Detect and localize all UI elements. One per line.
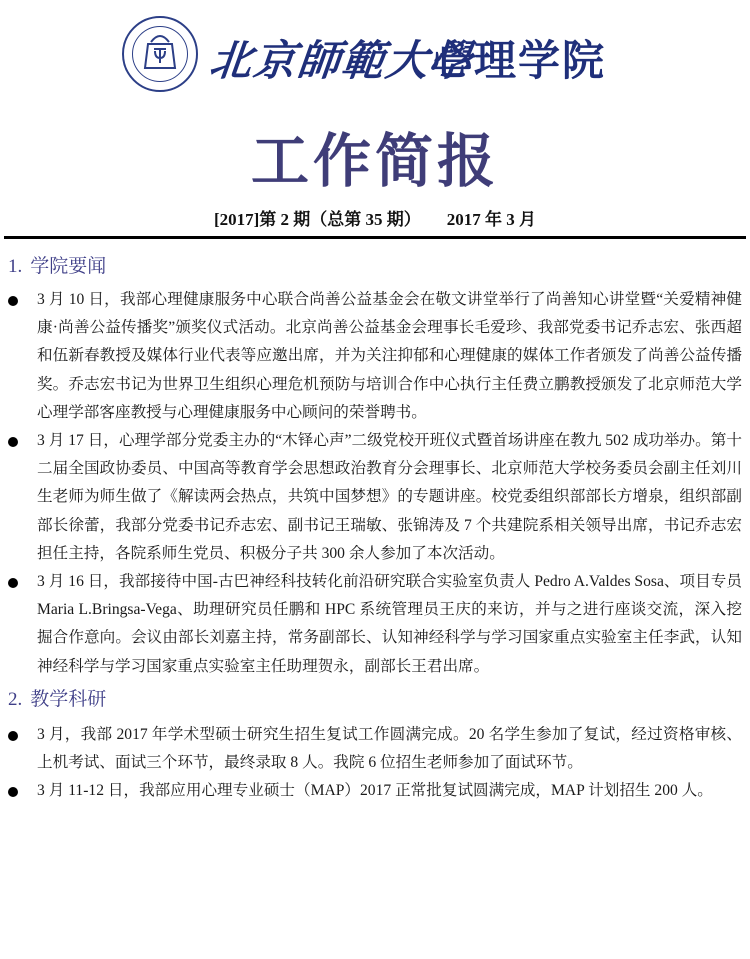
masthead: [0, 0, 750, 110]
document-body: [0, 250, 750, 805]
news-item-text: 3 月 11-12 日，我部应用心理专业硕士（MAP）2017 正常批复试圆满完成，MAP 计划招生 200 人。: [37, 782, 713, 800]
school-name: 心理学院: [430, 36, 607, 85]
psi-bag-icon: [124, 18, 196, 90]
university-name: 北京師範大學: [207, 36, 477, 85]
bullet-icon: [8, 731, 18, 741]
bullet-icon: [8, 578, 18, 588]
news-item-text: 3 月，我部 2017 年学术型硕士研究生招生复试工作圆满完成。20 名学生参加了复试，经过资格审核、上机考试、面试三个环节，最终录取 8 人。我院 6 位招生老师参加了面试环节。: [37, 725, 742, 772]
issue-line: [0, 205, 750, 230]
section-heading-news: [8, 250, 750, 282]
section-title: 教学科研: [30, 687, 107, 710]
bullet-icon: [8, 437, 18, 447]
bullet-icon: [8, 296, 18, 306]
news-item: [0, 721, 750, 777]
news-item-text: 3 月 17 日，心理学部分党委主办的“木铎心声”二级党校开班仪式暨首场讲座在教九 502 成功举办。第十二届全国政协委员、中国高等教育学会思想政治教育分会理事长、北京师范大学校务委员会副主任刘川生老师为师生做了《解读两会热点，共筑中国梦想》的专题讲座。校党委组织部部长方增泉，组织部副部长徐蕾，我部分党委书记乔志宏、副书记王瑞敏、张锦涛及 7 个共建院系相关领导出席，书记乔志宏担任主持，各院系师生党员、积极分子共 300 余人参加了本次活动。: [37, 432, 742, 562]
page-title: 工作简报: [250, 127, 499, 195]
section-heading-teaching-research: [8, 683, 750, 715]
bullet-icon: [8, 787, 18, 797]
section-number: 2.: [8, 688, 23, 710]
header-divider: [4, 236, 746, 239]
news-item: [0, 777, 750, 805]
section-title: 学院要闻: [30, 255, 107, 277]
issue-number: [2017]第 2 期（总第 35 期）: [213, 210, 421, 229]
section-number: 1.: [8, 256, 23, 277]
news-item-text: 3 月 10 日，我部心理健康服务中心联合尚善公益基金会在敬文讲堂举行了尚善知心讲堂暨“关爱精神健康·尚善公益传播奖”颁奖仪式活动。北京尚善公益基金会理事长毛爱珍、我部党委书记乔志宏、张西超和伍新春教授及媒体行业代表等应邀出席，并为关注抑郁和心理健康的媒体工作者颁发了尚善公益传播奖。乔志宏书记为世界卫生组织心理危机预防与培训合作中心执行主任费立鹏教授颁发了北京师范大学心理学部客座教授与心理健康服务中心顾问的荣誉聘书。: [37, 291, 742, 421]
news-item-text: 3 月 16 日，我部接待中国-古巴神经科技转化前沿研究联合实验室负责人 Pedro A.Valdes Sosa、项目专员 Maria L.Bringsa-Vega、助理研究员任鹏和 HPC 系统管理员王庆的来访，并与之进行座谈交流，深入挖掘合作意向。会议由部长刘嘉主持，常务副部长、认知神经科学与学习国家重点实验室主任李武，认知神经科学与学习国家重点实验室主任助理贺永，副部长王君出席。: [37, 573, 742, 675]
news-item: [0, 568, 750, 681]
news-item: [0, 286, 750, 427]
issue-date: 2017 年 3 月: [446, 210, 537, 229]
news-item: [0, 427, 750, 568]
school-seal-logo: [122, 16, 198, 92]
